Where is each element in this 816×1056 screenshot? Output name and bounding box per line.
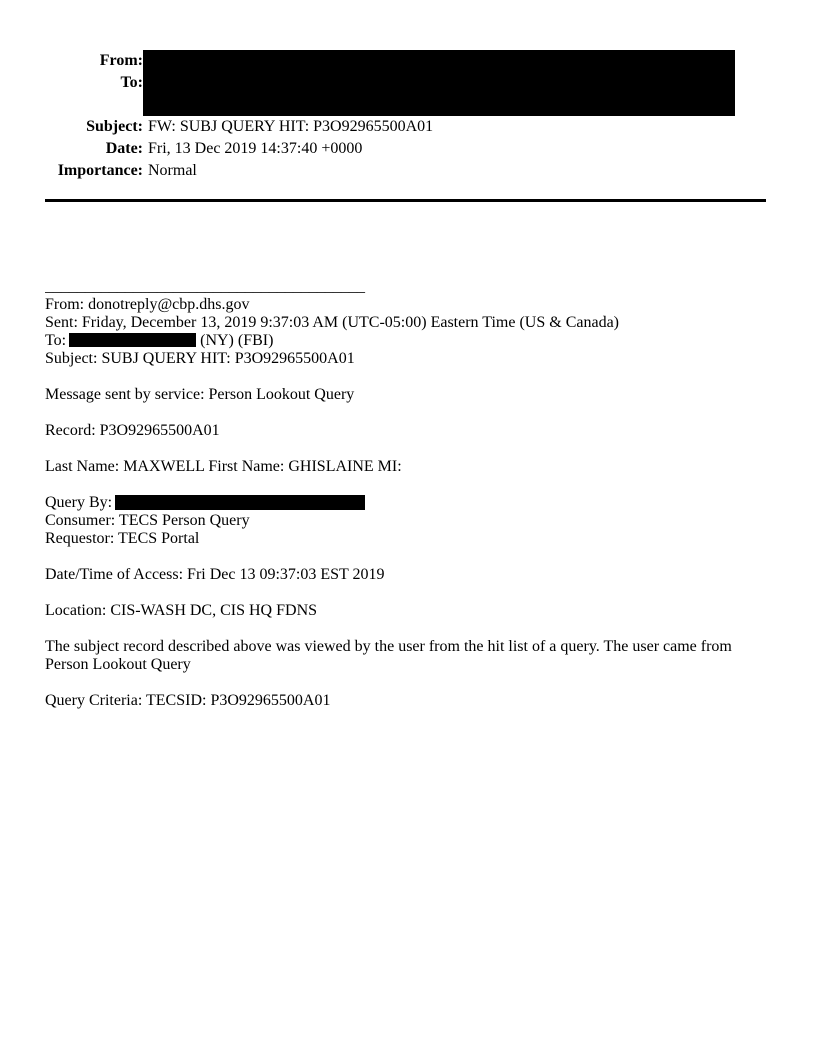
importance-label: Importance:: [57, 162, 143, 179]
forward-sent-line: Sent: Friday, December 13, 2019 9:37:03 AM (UTC-05:00) Eastern Time (US & Canada): [45, 314, 619, 331]
note-paragraph: The subject record described above was viewed by the user from the hit list of a query. The user came from Person Lookout Query: [45, 638, 732, 673]
blank-line: [45, 620, 745, 638]
importance-value: Normal: [148, 162, 197, 179]
date-value: Fri, 13 Dec 2019 14:37:40 +0000: [148, 140, 363, 157]
email-header: [45, 50, 771, 182]
header-row-date: [45, 138, 771, 160]
requestor-line: Requestor: TECS Portal: [45, 530, 200, 547]
date-label: Date:: [105, 140, 143, 157]
blank-line: [45, 368, 745, 386]
redaction-box-to: [69, 333, 196, 347]
header-row-importance: [45, 160, 771, 182]
forward-separator: ________________________________________: [45, 278, 365, 295]
query-criteria-line: Query Criteria: TECSID: P3O92965500A01: [45, 692, 331, 709]
forward-to-line: [45, 332, 745, 350]
blank-line: [45, 548, 745, 566]
forward-subject-line: Subject: SUBJ QUERY HIT: P3O92965500A01: [45, 350, 355, 367]
blank-line: [45, 440, 745, 458]
location-line: Location: CIS-WASH DC, CIS HQ FDNS: [45, 602, 318, 619]
blank-line: [45, 674, 745, 692]
query-by-prefix: Query By:: [45, 494, 113, 511]
query-by-line: [45, 494, 745, 512]
from-label: From:: [99, 52, 143, 69]
forward-to-prefix: To:: [45, 332, 67, 349]
forward-to-suffix: (NY) (FBI): [200, 332, 274, 349]
to-label: To:: [120, 74, 143, 91]
name-line: Last Name: MAXWELL First Name: GHISLAINE MI:: [45, 458, 402, 475]
header-row-subject: [45, 116, 771, 138]
subject-value: FW: SUBJ QUERY HIT: P3O92965500A01: [148, 118, 434, 135]
redaction-box-query-by: [115, 495, 365, 510]
blank-line: [45, 404, 745, 422]
datetime-line: Date/Time of Access: Fri Dec 13 09:37:03 EST 2019: [45, 566, 385, 583]
header-divider-rule: [45, 199, 766, 202]
blank-line: [45, 476, 745, 494]
blank-line: [45, 584, 745, 602]
consumer-line: Consumer: TECS Person Query: [45, 512, 250, 529]
subject-label: Subject:: [86, 118, 143, 135]
forward-from-line: From: donotreply@cbp.dhs.gov: [45, 296, 250, 313]
record-line: Record: P3O92965500A01: [45, 422, 220, 439]
email-body: [45, 278, 745, 710]
redaction-box-from-to: [143, 50, 735, 116]
message-service-line: Message sent by service: Person Lookout Query: [45, 386, 355, 403]
